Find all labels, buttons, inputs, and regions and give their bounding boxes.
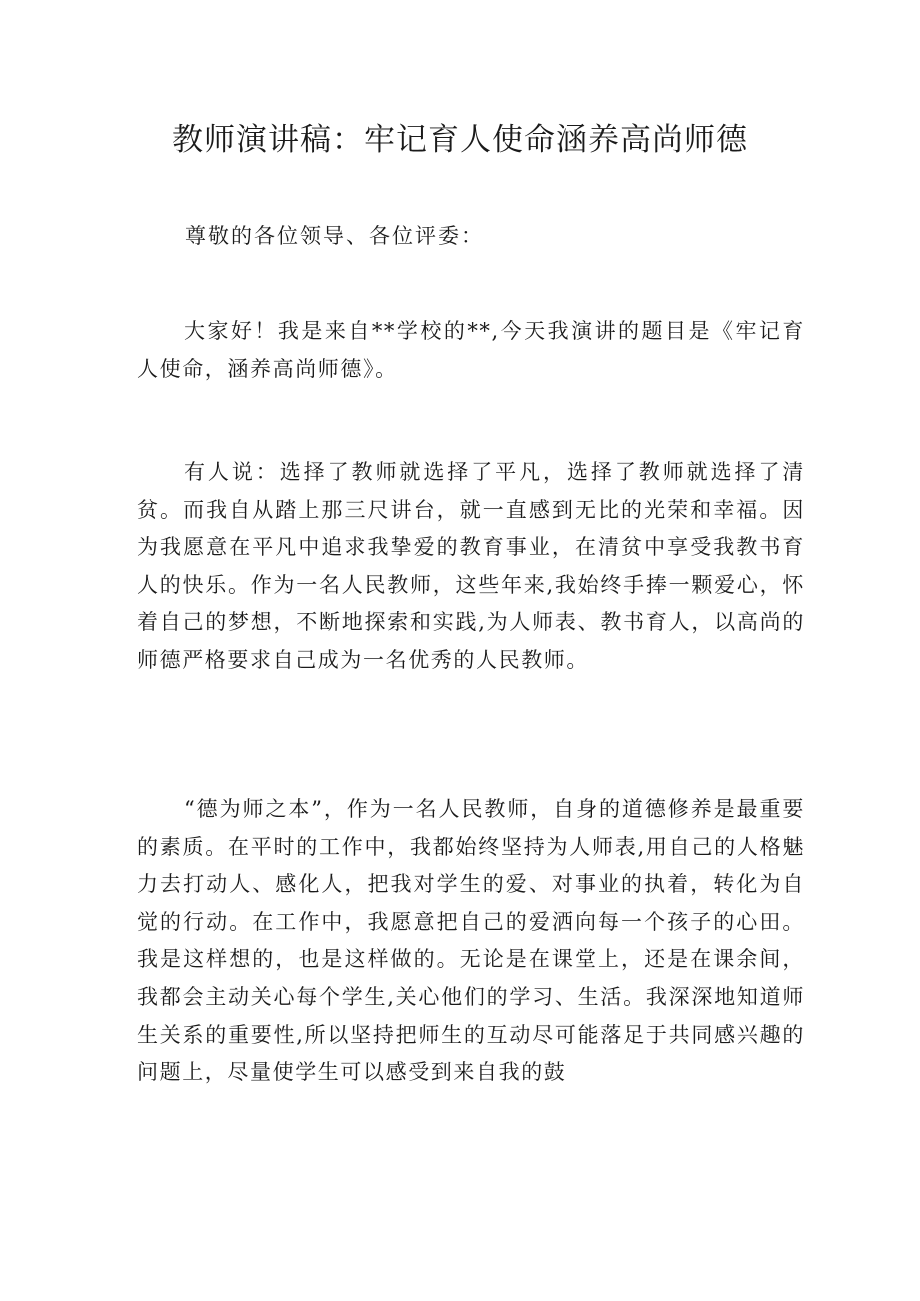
paragraph-ordinary-career: 有人说：选择了教师就选择了平凡，选择了教师就选择了清贫。而我自从踏上那三尺讲台，就一直感到无比的光荣和幸福。因为我愿意在平凡中追求我挚爱的教育事业，在清贫中享受我教书育人的快乐。作为一名人民教师，这些年来,我始终手捧一颗爱心，怀着自己的梦想，不断地探索和实践,为人师表、教书育人，以高尚的师德严格要求自己成为一名优秀的人民教师。 [137, 460, 805, 672]
salutation: 尊敬的各位领导、各位评委： [185, 224, 484, 248]
paragraph-virtue: “德为师之本”，作为一名人民教师，自身的道德修养是最重要的素质。在平时的工作中，我都始终坚持为人师表,用自己的人格魅力去打动人、感化人，把我对学生的爱、对事业的执着，转化为自觉的行动。在工作中，我愿意把自己的爱洒向每一个孩子的心田。我是这样想的，也是这样做的。无论是在课堂上，还是在课余间，我都会主动关心每个学生,关心他们的学习、生活。我深深地知道师生关系的重要性,所以坚持把师生的互动尽可能落足于共同感兴趣的问题上，尽量使学生可以感受到来自我的鼓 [137, 797, 805, 1085]
document-title: 教师演讲稿：牢记育人使命涵养高尚师德 [172, 122, 748, 158]
paragraph-greeting: 大家好！我是来自**学校的**,今天我演讲的题目是《牢记育人使命，涵养高尚师德》。 [137, 319, 805, 381]
